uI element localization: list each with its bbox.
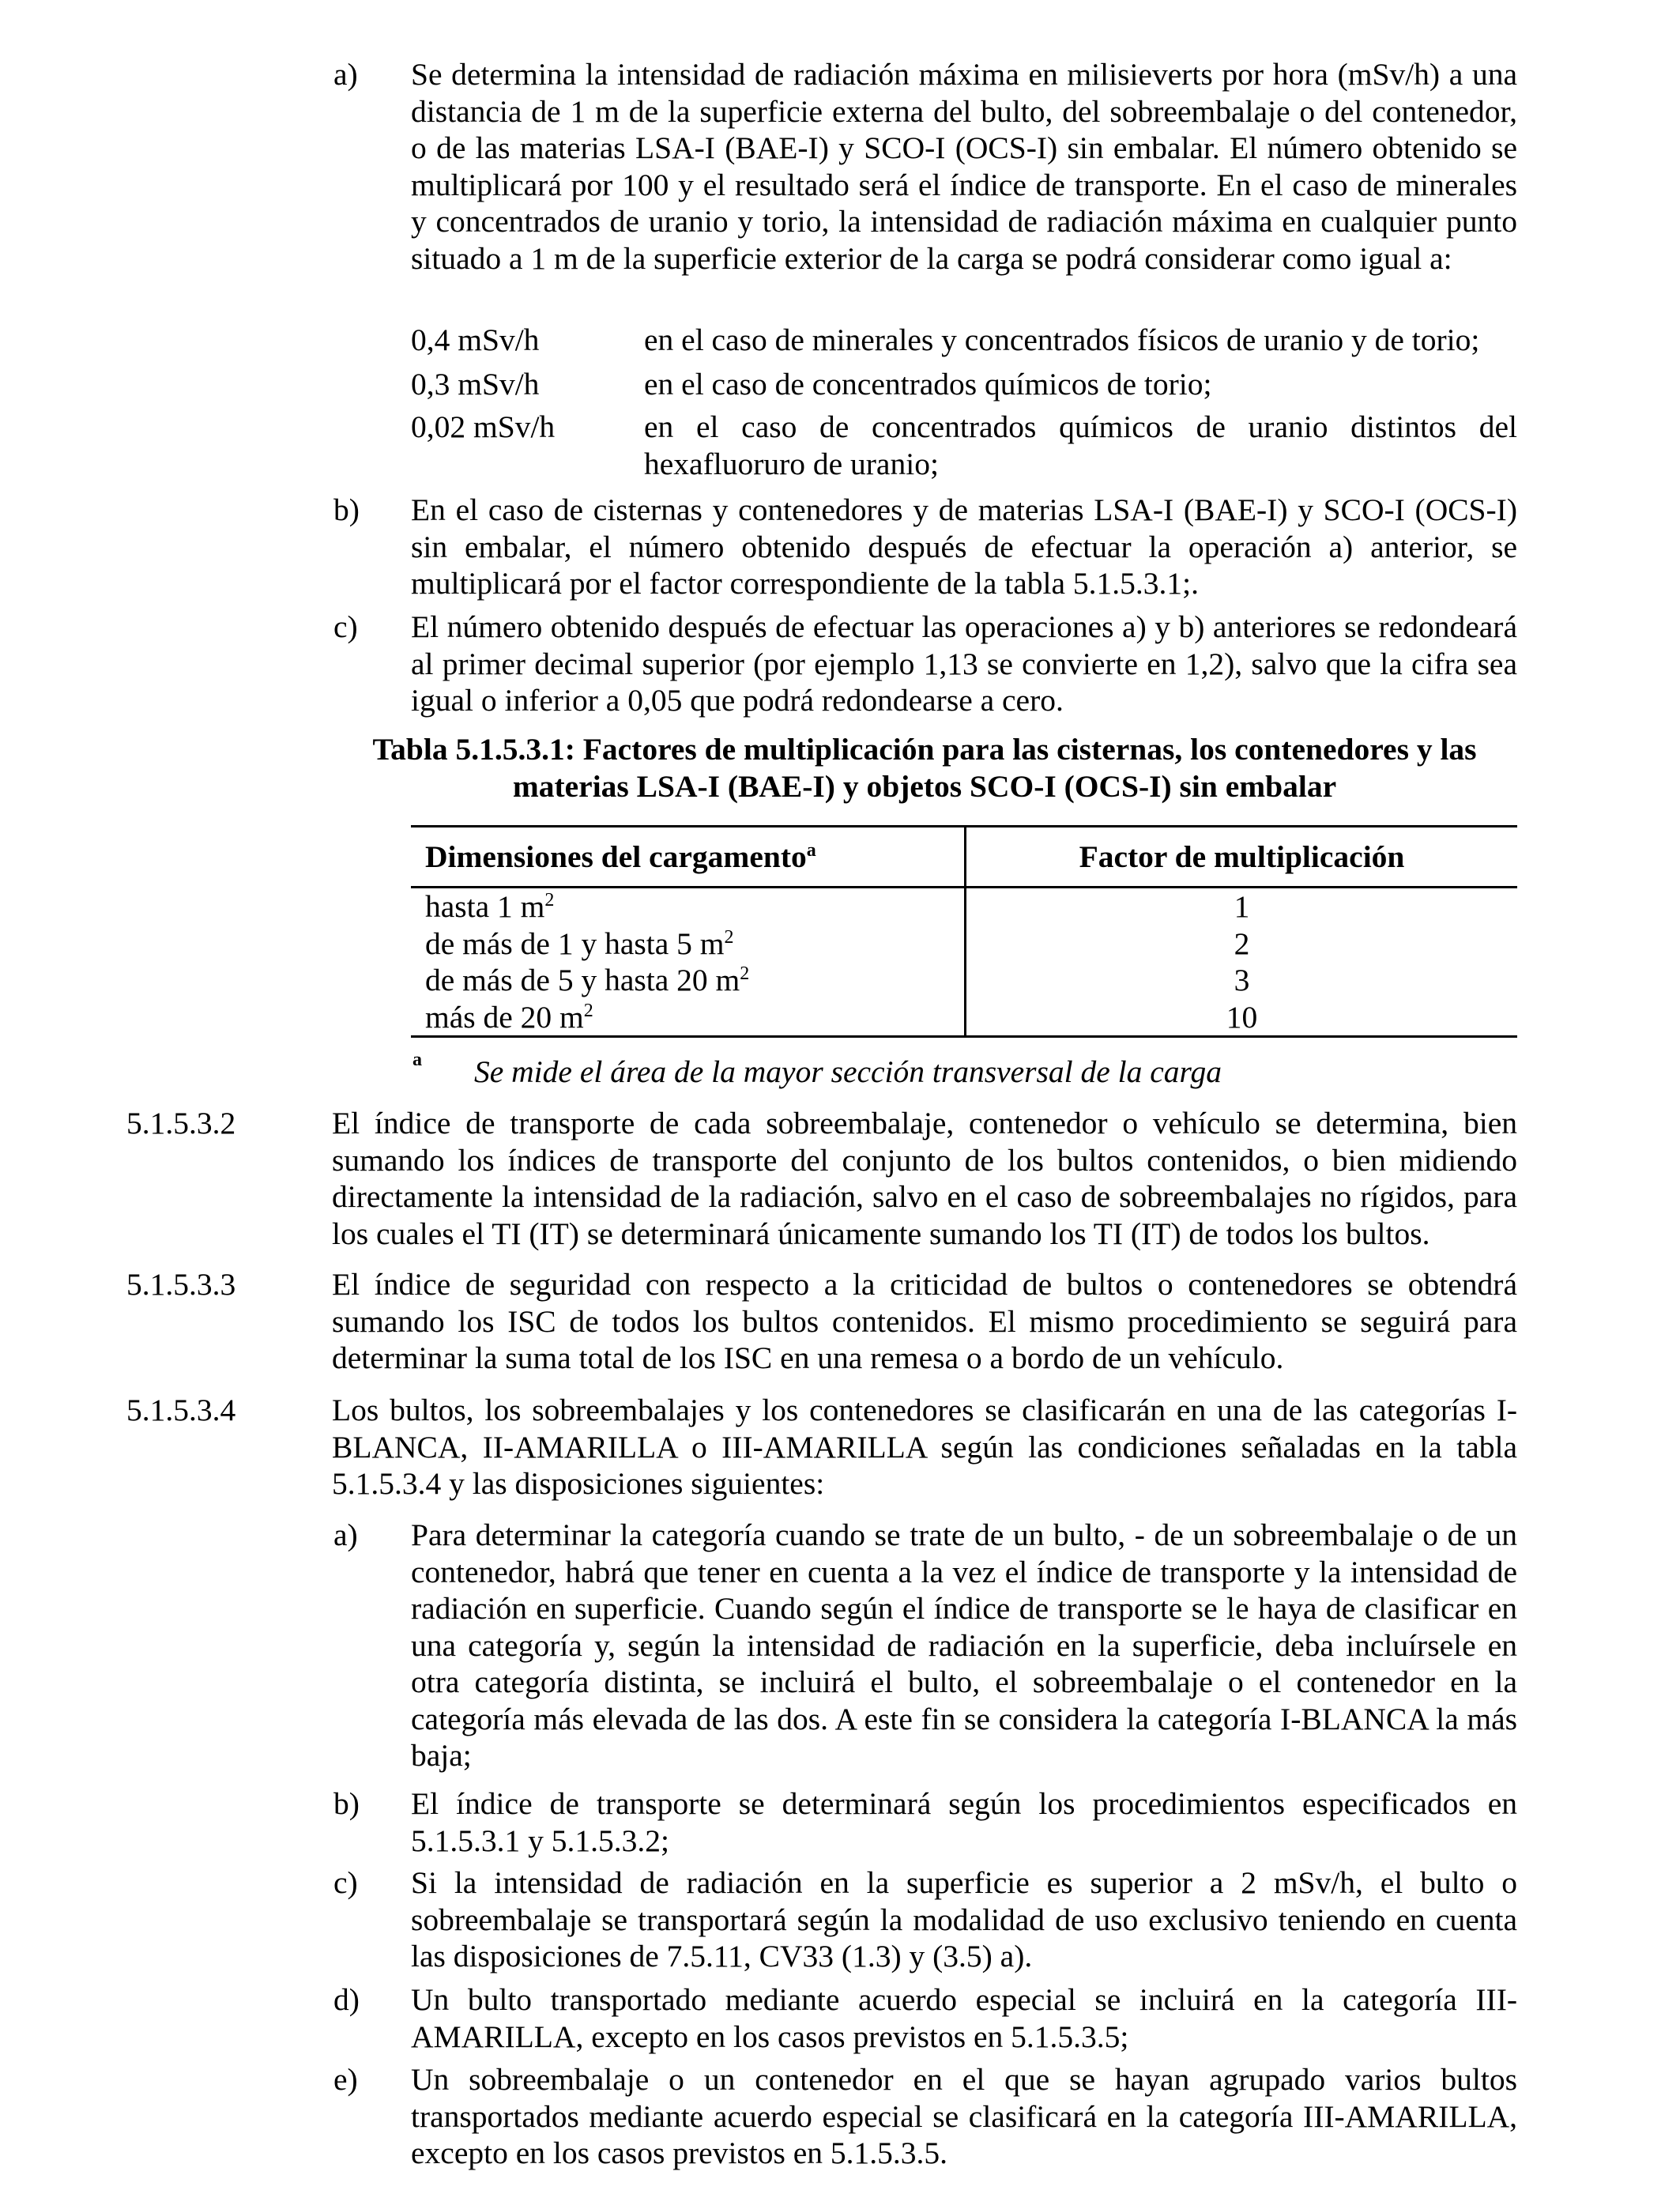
cell-factor: 1 <box>1234 889 1250 924</box>
cell-factor: 2 <box>1234 925 1250 961</box>
unit-exponent: 2 <box>583 1000 593 1021</box>
rate-value: 0,02 mSv/h <box>411 409 556 444</box>
item-c-text: El número obtenido después de efectuar las operaciones a) y b) anteriores se redondeará al primer decimal superior (por ejemplo 1,13 se convierte en 1,2), salvo que la cifra sea igual o inferior a 0,05 que podrá redondearse a cero. <box>411 609 1517 718</box>
item-text: El índice de transporte se determinará según los procedimientos especificados en 5.1.5.3.1 y 5.1.5.3.2; <box>411 1786 1517 1858</box>
item-label: a) <box>333 57 358 92</box>
section-text: El índice de seguridad con respecto a la criticidad de bultos o contenedores se obtendrá sumando los ISC de todos los bultos contenidos. El mismo procedimiento se seguirá para determinar la suma total de los ISC en una remesa o a bordo de un vehículo. <box>332 1267 1517 1375</box>
item-text: Un sobreembalaje o un contenedor en el que se hayan agrupado varios bultos transportados mediante acuerdo especial se clasificará en la categoría III-AMARILLA, excepto en los casos previstos en 5.1.5.3.5. <box>411 2062 1517 2170</box>
cell-dimension <box>411 999 966 1037</box>
item-label: d) <box>333 1982 360 2017</box>
rate-value: 0,3 mSv/h <box>411 367 540 401</box>
cell-dimension <box>411 925 966 963</box>
table-caption-line: materias LSA-I (BAE-I) y objetos SCO-I (OCS-I) sin embalar <box>512 768 1337 804</box>
item-text: Si la intensidad de radiación en la superficie es superior a 2 mSv/h, el bulto o sobreembalaje se transportará según la modalidad de uso exclusivo teniendo en cuenta las disposiciones de 7.5.11, CV33 (1.3) y (3.5) a). <box>411 1865 1517 1973</box>
item-label: c) <box>333 1865 358 1900</box>
item-a-text: Se determina la intensidad de radiación máxima en milisieverts por hora (mSv/h) a una distancia de 1 m de la superficie externa del bulto, del sobreembalaje o del contenedor, o de las materias LSA-I (BAE-I) y SCO-I (OCS-I) sin embalar. El número obtenido se multiplicará por 100 y el resultado será el índice de transporte. En el caso de minerales y concentrados de uranio y torio, la intensidad de radiación máxima en cualquier punto situado a 1 m de la superficie exterior de la carga se podrá considerar como igual a: <box>411 57 1517 276</box>
item-text: Para determinar la categoría cuando se trate de un bulto, - de un sobreembalaje o de un contenedor, habrá que tener en cuenta a la vez el índice de transporte y la intensidad de radiación en superficie. Cuando según el índice de transporte se le haya de clasificar en una categoría y, según la intensidad de radiación en la superficie, deba incluírsele en otra categoría distinta, se incluirá el bulto, el sobreembalaje o el contenedor en la categoría más elevada de las dos. A este fin se considera la categoría I-BLANCA la más baja; <box>411 1517 1517 1773</box>
cell-dimension <box>411 962 966 999</box>
column-header-label: Dimensiones del cargamento <box>425 839 807 874</box>
dimension-text: de más de 1 y hasta 5 m <box>425 925 725 961</box>
rate-text: en el caso de concentrados químicos de uranio distintos del hexafluoruro de uranio; <box>644 409 1517 481</box>
dimension-text: hasta 1 m <box>425 889 545 924</box>
cell-factor: 3 <box>1234 963 1250 997</box>
section-number: 5.1.5.3.2 <box>126 1106 236 1140</box>
column-header-factor: Factor de multiplicación <box>1079 839 1405 874</box>
cell-factor: 10 <box>1226 999 1258 1035</box>
unit-exponent: 2 <box>544 890 555 910</box>
table-row <box>411 999 1517 1037</box>
dimension-text: más de 20 m <box>425 999 584 1035</box>
unit-exponent: 2 <box>724 926 734 948</box>
rate-text: en el caso de concentrados químicos de torio; <box>644 367 1212 401</box>
table-row <box>411 962 1517 999</box>
table-footnote: Se mide el área de la mayor sección transversal de la carga <box>474 1054 1222 1089</box>
cell-dimension <box>411 888 966 925</box>
item-label: c) <box>333 609 358 644</box>
section-text: Los bultos, los sobreembalajes y los contenedores se clasificarán en una de las categorías I-BLANCA, II-AMARILLA o III-AMARILLA según las condiciones señaladas en la tabla 5.1.5.3.4 y las disposiciones siguientes: <box>332 1393 1517 1501</box>
item-b-text: En el caso de cisternas y contenedores y de materias LSA-I (BAE-I) y SCO-I (OCS-I) sin embalar, el número obtenido después de efectuar la operación a) anterior, se multiplicará por el factor correspondiente de la tabla 5.1.5.3.1;. <box>411 492 1517 601</box>
rate-value: 0,4 mSv/h <box>411 322 540 357</box>
footnote-mark: a <box>412 1050 422 1070</box>
table-caption-line: Tabla 5.1.5.3.1: Factores de multiplicación para las cisternas, los contenedores y las <box>372 732 1477 767</box>
table-caption <box>332 731 1517 805</box>
table-header-row <box>411 827 1517 888</box>
table-row <box>411 888 1517 925</box>
item-text: Un bulto transportado mediante acuerdo especial se incluirá en la categoría III-AMARILLA, excepto en los casos previstos en 5.1.5.3.5; <box>411 1982 1517 2054</box>
section-text: El índice de transporte de cada sobreembalaje, contenedor o vehículo se determina, bien sumando los índices de transporte del conjunto de los bultos contenidos, o bien midiendo directamente la intensidad de la radiación, salvo en el caso de sobreembalajes no rígidos, para los cuales el TI (IT) se determinará únicamente sumando los TI (IT) de todos los bultos. <box>332 1106 1517 1251</box>
multiplication-factors-table <box>411 825 1517 1038</box>
column-header-dimensions <box>411 827 966 888</box>
table-row <box>411 925 1517 963</box>
unit-exponent: 2 <box>740 963 750 984</box>
dimension-text: de más de 5 y hasta 20 m <box>425 963 740 997</box>
section-number: 5.1.5.3.4 <box>126 1393 236 1427</box>
item-label: e) <box>333 2062 358 2097</box>
item-label: a) <box>333 1517 358 1552</box>
item-label: b) <box>333 1786 360 1821</box>
rate-text: en el caso de minerales y concentrados físicos de uranio y de torio; <box>644 322 1480 357</box>
footnote-ref: a <box>806 839 816 861</box>
item-label: b) <box>333 492 360 527</box>
section-number: 5.1.5.3.3 <box>126 1267 236 1302</box>
